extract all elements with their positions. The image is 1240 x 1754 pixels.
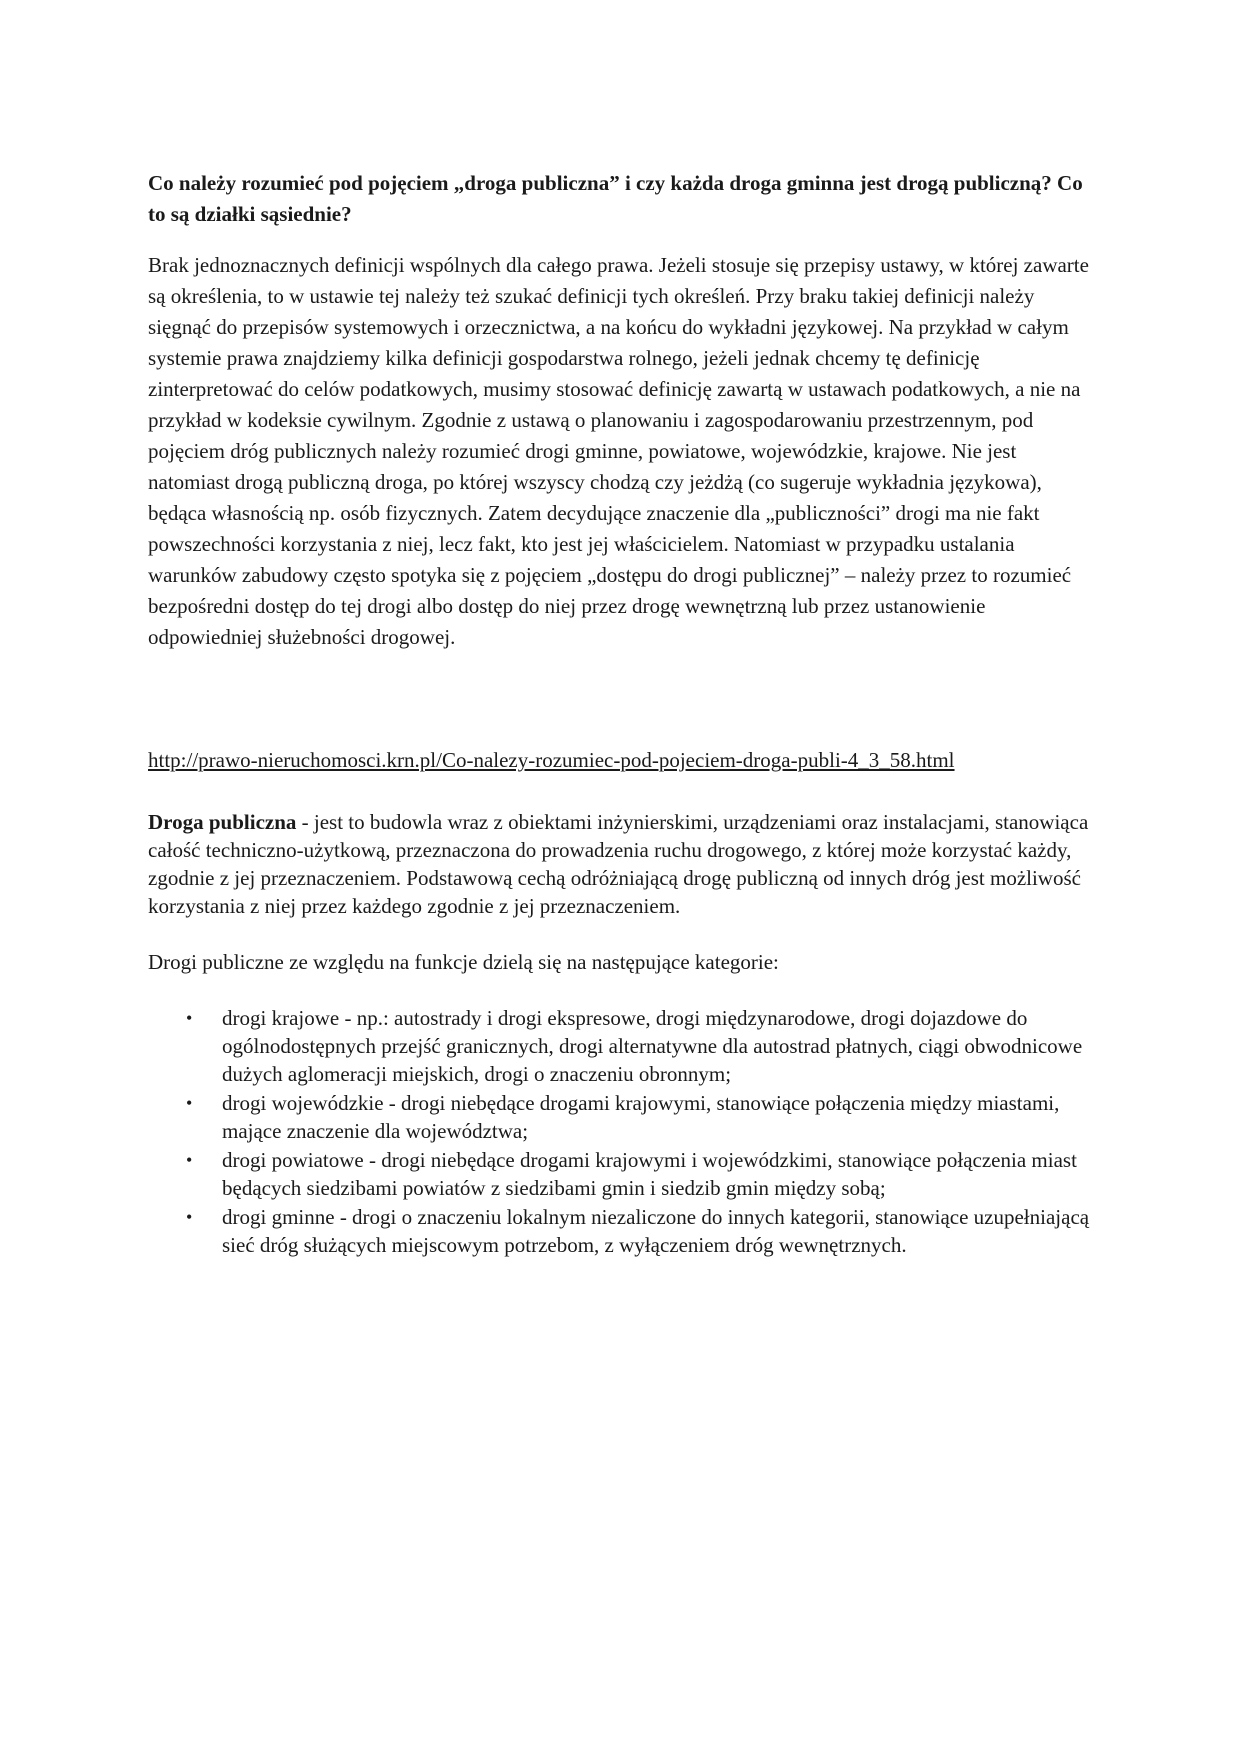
bullet-icon: • [186,1207,193,1227]
list-item-text: drogi wojewódzkie - drogi niebędące drogami krajowymi, stanowiące połączenia między miastami, mające znaczenie dla województwa; [222,1091,1060,1143]
list-item-text: drogi powiatowe - drogi niebędące drogami krajowymi i wojewódzkimi, stanowiące połączenia miast będących siedzibami powiatów z siedzibami gmin i siedzib gmin między sobą; [222,1148,1077,1200]
list-item-text: drogi krajowe - np.: autostrady i drogi ekspresowe, drogi międzynarodowe, drogi dojazdowe do ogólnodostępnych przejść granicznych, drogi alternatywne dla autostrad płatnych, ciągi obwodnicowe dużych aglomeracji miejskich, drogi o znaczeniu obronnym; [222,1006,1083,1086]
bullet-icon: • [186,1008,193,1028]
spacer [148,653,1093,747]
document-page [148,168,1093,1260]
categories-intro: Drogi publiczne ze względu na funkcje dzielą się na następujące kategorie: [148,950,779,974]
document-heading: Co należy rozumieć pod pojęciem „droga publiczna” i czy każda droga gminna jest drogą publiczną? Co to są działki sąsiednie? [148,171,1083,226]
body-paragraph: Brak jednoznacznych definicji wspólnych dla całego prawa. Jeżeli stosuje się przepisy ustawy, w której zawarte są określenia, to w ustawie tej należy też szukać definicji tych określeń. Przy braku takiej definicji należy sięgnąć do przepisów systemowych i orzecznictwa, a na końcu do wykładni językowej. Na przykład w całym systemie prawa znajdziemy kilka definicji gospodarstwa rolnego, jeżeli jednak chcemy tę definicję zinterpretować do celów podatkowych, musimy stosować definicję zawartą w ustawach podatkowych, a nie na przykład w kodeksie cywilnym. Zgodnie z ustawą o planowaniu i zagospodarowaniu przestrzennym, pod pojęciem dróg publicznych należy rozumieć drogi gminne, powiatowe, wojewódzkie, krajowe. Nie jest natomiast drogą publiczną droga, po której wszyscy chodzą czy jeżdżą (co sugeruje wykładnia językowa), będąca własnością np. osób fizycznych. Zatem decydujące znaczenie dla „publiczności” drogi ma nie fakt powszechności korzystania z niej, lecz fakt, kto jest jej właścicielem. Natomiast w przypadku ustalania warunków zabudowy często spotyka się z pojęciem „dostępu do drogi publicznej” – należy przez to rozumieć bezpośredni dostęp do tej drogi albo dostęp do niej przez drogę wewnętrzną lub przez ustanowienie odpowiedniej służebności drogowej. [148,253,1089,649]
definition-paragraph [148,808,1093,920]
definition-term: Droga publiczna [148,810,297,834]
list-item [148,1146,1093,1202]
bullet-icon: • [186,1150,193,1170]
list-item-text: drogi gminne - drogi o znaczeniu lokalnym niezaliczone do innych kategorii, stanowiące uzupełniającą sieć dróg służących miejscowym potrzebom, z wyłączeniem dróg wewnętrznych. [222,1205,1090,1257]
list-item [148,1203,1093,1259]
definition-text: - jest to budowla wraz z obiektami inżynierskimi, urządzeniami oraz instalacjami, stanowiąca całość techniczno-użytkową, przeznaczona do prowadzenia ruchu drogowego, z której może korzystać każdy, zgodnie z jej przeznaczeniem. Podstawową cechą odróżniającą drogę publiczną od innych dróg jest możliwość korzystania z niej przez każdego zgodnie z jej przeznaczeniem. [148,810,1089,918]
source-link[interactable]: http://prawo-nieruchomosci.krn.pl/Co-nalezy-rozumiec-pod-pojeciem-droga-publi-4_3_58.html [148,748,955,772]
list-item [148,1089,1093,1145]
categories-list [148,1004,1093,1259]
list-item [148,1004,1093,1088]
bullet-icon: • [186,1093,193,1113]
